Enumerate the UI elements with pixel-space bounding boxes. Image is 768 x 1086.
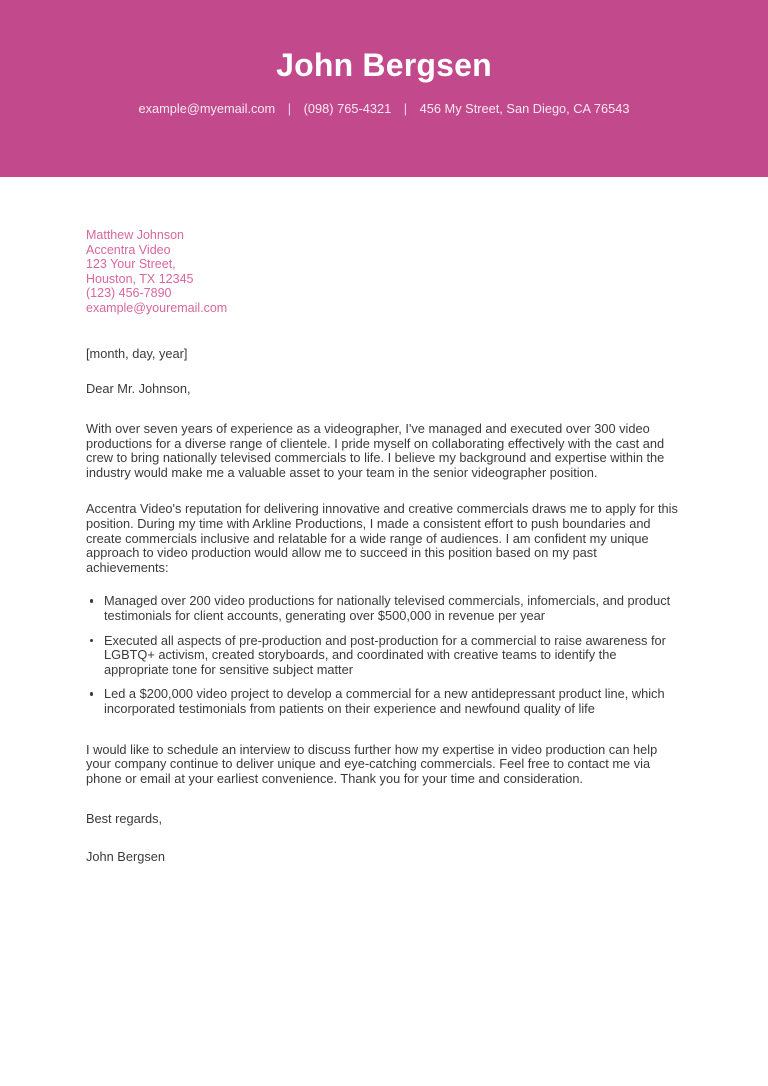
achievement-item — [86, 687, 681, 716]
closing-paragraph: I would like to schedule an interview to discuss further how my expertise in video production can help your company continue to deliver unique and eye-catching commercials. Feel free to contact me via phone or email at your earliest convenience. Thank you for your time and consideration. — [86, 741, 658, 786]
contact-phone: (098) 765-4321 — [303, 100, 392, 116]
letter-salutation: Dear Mr. Johnson, — [86, 381, 191, 396]
bullet-dot-icon — [90, 639, 93, 642]
recipient-city-state-zip: Houston, TX 12345 — [86, 271, 194, 286]
contact-address: 456 My Street, San Diego, CA 76543 — [419, 100, 630, 116]
letter-body — [0, 177, 768, 865]
achievements-list — [86, 594, 681, 716]
letter-signature-name: John Bergsen — [86, 849, 165, 865]
achievement-text: Managed over 200 video productions for nationally televised commercials, infomercials, and product testimonials for client accounts, generating over $500,000 in revenue per year — [104, 593, 671, 623]
achievement-item — [86, 634, 681, 678]
applicant-name: John Bergsen — [276, 47, 492, 83]
bullet-dot-icon — [90, 692, 93, 695]
achievement-item — [86, 594, 681, 623]
recipient-street: 123 Your Street, — [86, 257, 176, 271]
contact-line — [0, 100, 768, 118]
recipient-phone: (123) 456-7890 — [86, 286, 172, 300]
body-paragraph-2: Accentra Video's reputation for delivering innovative and creative commercials draws me to apply for this position. During my time with Arkline Productions, I made a consistent effort to push boundaries and create commercials inclusive and relatable for a wide range of audiences. I am confident my unique approach to video production would allow me to succeed in this position based on my past achievements: — [86, 501, 678, 575]
achievement-text: Executed all aspects of pre-production and post-production for a commercial to raise awareness for LGBTQ+ activism, created storyboards, and coordinated with creative teams to identify the appropriate tone for sensitive subject matter — [104, 632, 666, 677]
recipient-email: example@youremail.com — [86, 300, 228, 315]
bullet-dot-icon — [90, 599, 93, 602]
contact-separator-1: | — [287, 100, 292, 116]
body-paragraph-1: With over seven years of experience as a videographer, I've managed and executed over 300 video productions for a diverse range of clientele. I pride myself on collaborating effectively with the cast and crew to bring nationally televised commercials to life. I believe my background and expertise within the industry would make me a valuable asset to your team in the senior videographer position. — [86, 421, 665, 480]
contact-email: example@myemail.com — [138, 100, 276, 116]
achievement-text: Led a $200,000 video project to develop a commercial for a new antidepressant product line, which incorporated testimonials from patients on their experience and newfound quality of life — [104, 686, 665, 716]
contact-separator-2: | — [403, 100, 408, 116]
recipient-company: Accentra Video — [86, 242, 171, 257]
recipient-address-block — [86, 228, 681, 315]
letterhead-header — [0, 0, 768, 177]
letter-date: [month, day, year] — [86, 346, 188, 361]
recipient-name: Matthew Johnson — [86, 228, 184, 242]
letter-signoff: Best regards, — [86, 811, 163, 827]
